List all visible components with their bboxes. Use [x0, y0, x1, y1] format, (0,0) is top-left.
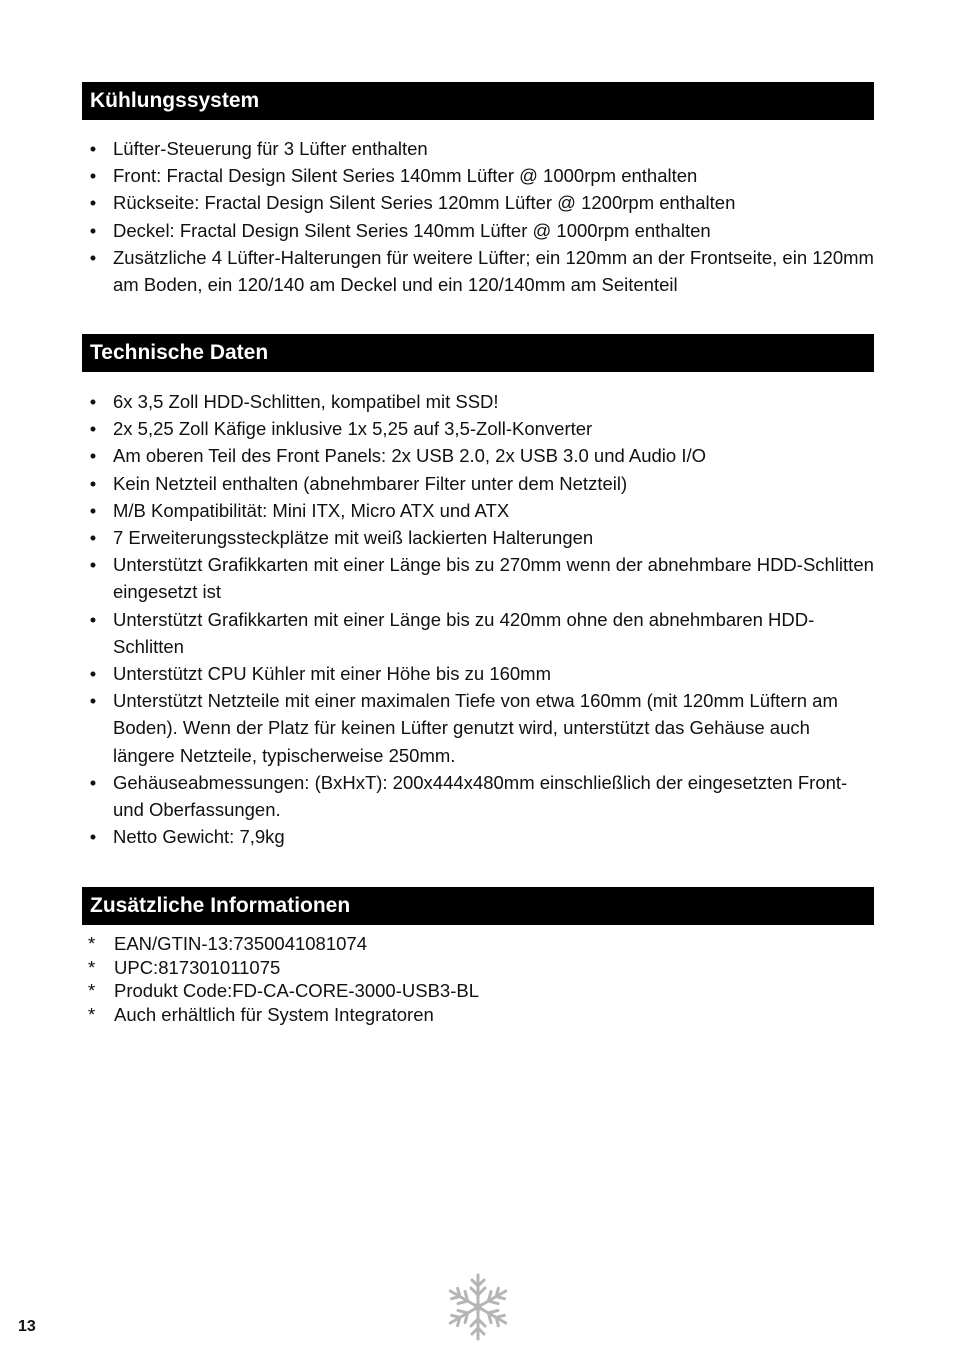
list-item-text: Kein Netzteil enthalten (abnehmbarer Filter unter dem Netzteil) [113, 472, 628, 494]
list-item-text: EAN/GTIN-13:7350041081074 [114, 933, 368, 954]
list-item-text: M/B Kompatibilität: Mini ITX, Micro ATX und ATX [113, 499, 510, 521]
bullet-mark: • [89, 771, 97, 793]
list-item [88, 660, 874, 687]
star-mark: * [88, 980, 96, 1001]
bullet-mark: • [89, 472, 97, 494]
list-item [88, 388, 874, 415]
bullet-mark: • [89, 663, 97, 685]
list-item [88, 932, 874, 956]
list-item [88, 244, 874, 298]
list-item-text: Unterstützt Netzteile mit einer maximalen Tiefe von etwa 160mm (mit 120mm Lüftern am Boden). Wenn der Platz für keinen Lüfter genutzt wird, unterstützt das Gehäuse auch längere Netzteile, typischerweise 250mm. [113, 690, 838, 766]
section-header-technical: Technische Daten [82, 334, 874, 372]
technical-list [88, 388, 874, 850]
list-item [88, 189, 874, 216]
list-item-text: Unterstützt Grafikkarten mit einer Länge bis zu 420mm ohne den abnehmbaren HDD-Schlitten [113, 608, 815, 657]
list-item [88, 823, 874, 850]
snowflake-icon [444, 1272, 512, 1342]
list-item-text: Zusätzliche 4 Lüfter-Halterungen für weitere Lüfter; ein 120mm an der Frontseite, ein 120mm am Boden, ein 120/140 am Deckel und ein 120/140mm am Seitenteil [113, 246, 874, 296]
list-item [88, 979, 874, 1003]
star-mark: * [88, 1003, 96, 1025]
list-item-text: 7 Erweiterungssteckplätze mit weiß lackierten Halterungen [113, 527, 594, 549]
list-item [88, 551, 874, 605]
list-item [88, 1003, 874, 1027]
cooling-list [88, 135, 874, 298]
bullet-mark: • [89, 445, 97, 467]
list-item-text: Unterstützt Grafikkarten mit einer Länge bis zu 270mm wenn der abnehmbare HDD-Schlitten eingesetzt ist [113, 554, 874, 603]
list-item [88, 524, 874, 551]
list-item [88, 135, 874, 162]
bullet-mark: • [89, 527, 97, 549]
list-item [88, 769, 874, 823]
list-item-text: Gehäuseabmessungen: (BxHxT): 200x444x480mm einschließlich der eingesetzten Front- und Oberfassungen. [113, 771, 848, 821]
bullet-mark: • [89, 554, 97, 576]
list-item-text: UPC:817301011075 [114, 956, 281, 978]
list-item-text: Deckel: Fractal Design Silent Series 140mm Lüfter @ 1000rpm enthalten [113, 219, 711, 241]
bullet-mark: • [89, 138, 97, 159]
list-item-text: 2x 5,25 Zoll Käfige inklusive 1x 5,25 auf 3,5-Zoll-Konverter [113, 418, 593, 440]
list-item-text: Lüfter-Steuerung für 3 Lüfter enthalten [113, 138, 428, 159]
additional-list [88, 932, 874, 1026]
bullet-mark: • [89, 608, 97, 630]
list-item-text: Produkt Code:FD-CA-CORE-3000-USB3-BL [114, 980, 479, 1001]
list-item-text: Rückseite: Fractal Design Silent Series 120mm Lüfter @ 1200rpm enthalten [113, 192, 736, 214]
list-item [88, 470, 874, 497]
list-item [88, 606, 874, 660]
bullet-mark: • [89, 499, 97, 521]
bullet-mark: • [89, 246, 97, 268]
bullet-mark: • [89, 391, 97, 412]
bullet-mark: • [89, 690, 97, 712]
bullet-mark: • [89, 826, 97, 848]
page-number: 13 [18, 1318, 36, 1335]
bullet-mark: • [89, 165, 97, 187]
list-item [88, 162, 874, 189]
list-item-text: Am oberen Teil des Front Panels: 2x USB 2.0, 2x USB 3.0 und Audio I/O [113, 445, 707, 467]
list-item [88, 687, 874, 769]
list-item [88, 497, 874, 524]
list-item-text: Auch erhältlich für System Integratoren [114, 1003, 434, 1025]
list-item [88, 217, 874, 244]
list-item-text: Front: Fractal Design Silent Series 140mm Lüfter @ 1000rpm enthalten [113, 165, 698, 187]
bullet-mark: • [89, 418, 97, 440]
bullet-mark: • [89, 219, 97, 241]
list-item [88, 442, 874, 469]
bullet-mark: • [89, 192, 97, 214]
section-header-additional: Zusätzliche Informationen [82, 887, 874, 925]
star-mark: * [88, 933, 96, 954]
list-item [88, 415, 874, 442]
star-mark: * [88, 956, 96, 978]
section-header-cooling: Kühlungssystem [82, 82, 874, 120]
list-item [88, 956, 874, 980]
list-item-text: 6x 3,5 Zoll HDD-Schlitten, kompatibel mit SSD! [113, 391, 499, 412]
list-item-text: Netto Gewicht: 7,9kg [113, 826, 285, 848]
list-item-text: Unterstützt CPU Kühler mit einer Höhe bis zu 160mm [113, 663, 552, 685]
